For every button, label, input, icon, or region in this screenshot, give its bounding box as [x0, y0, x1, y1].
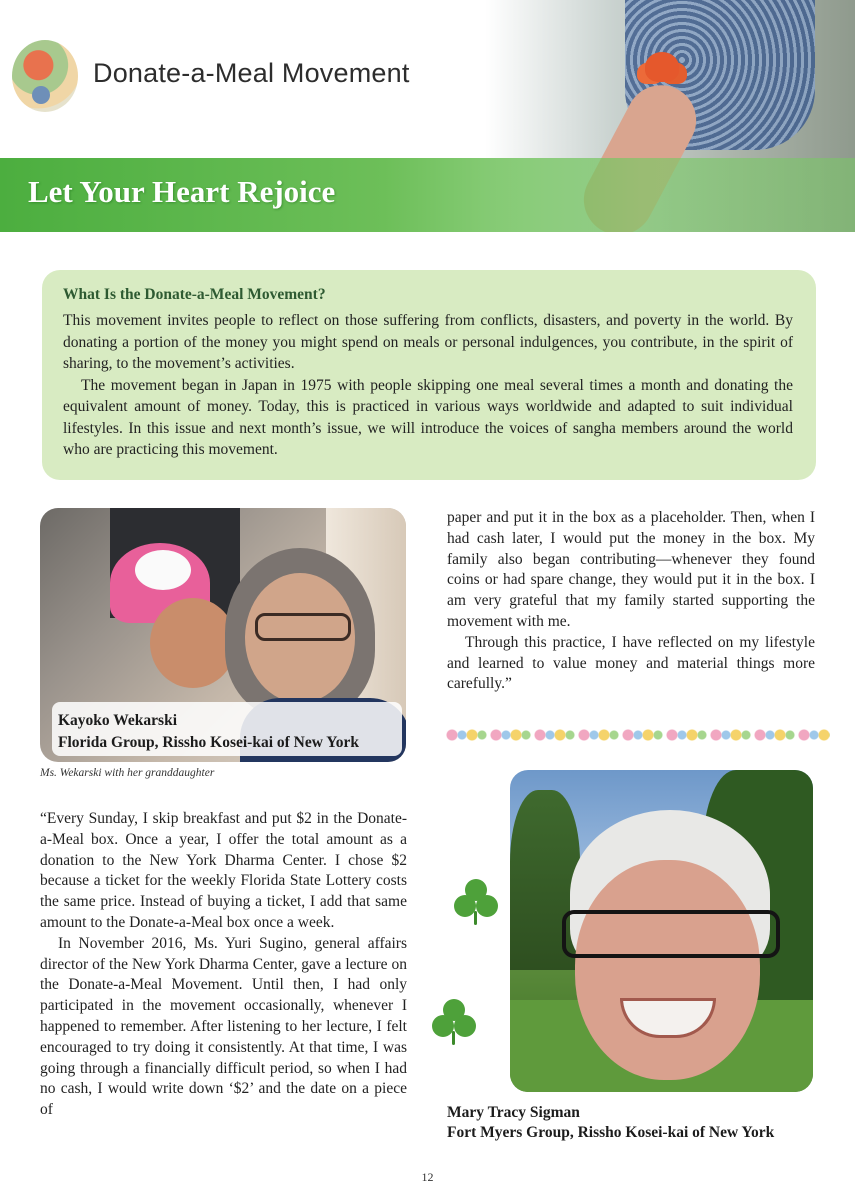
- section-brand: Donate-a-Meal Movement: [93, 58, 410, 88]
- intro-paragraph: The movement began in Japan in 1975 with people skipping one meal several times a month and donating the equivalent amount of money. Today, this is practiced in various ways worldwide and adapted to suit individual lifestyles. In this issue and next month’s issue, we will introduce the voices of sangha members around the world who are practicing this movement.: [63, 376, 793, 458]
- movement-logo-icon: [12, 40, 78, 112]
- profile2-name: Mary Tracy Sigman: [447, 1104, 580, 1121]
- intro-body: [63, 310, 793, 461]
- clover-icon: [452, 877, 500, 925]
- intro-heading: What Is the Donate-a-Meal Movement?: [63, 286, 326, 303]
- article-paragraph: “Every Sunday, I skip breakfast and put $2 in the Donate-a-Meal box. Once a year, I offer the total amount as a donation to the New York Dharma Center. I chose $2 because a ticket for the weekly Florida State Lottery costs the same price. Instead of buying a ticket, I add that same amount to the Donate-a-Meal box once a week.: [40, 810, 407, 931]
- page-title: Let Your Heart Rejoice: [28, 174, 336, 209]
- profile1-name: Kayoko Wekarski: [58, 712, 178, 729]
- article-paragraph: Through this practice, I have reflected on my lifestyle and learned to value money and material things more carefully.”: [447, 633, 815, 693]
- article-paragraph: paper and put it in the box as a placeholder. Then, when I had cash later, I would put the money in the box. My family also began contributing—whenever they found coins or had spare change, they would put it in the box. I am very grateful that my family started supporting the movement with me.: [447, 509, 815, 630]
- photo-glasses: [255, 613, 351, 641]
- article-left-column: [40, 809, 407, 1121]
- photo-face: [575, 860, 760, 1080]
- article-right-column: [447, 508, 815, 695]
- profile2-group: Fort Myers Group, Rissho Kosei-kai of New York: [447, 1124, 775, 1141]
- article-paragraph: In November 2016, Ms. Yuri Sugino, general affairs director of the New York Dharma Center, gave a lecture on the Donate-a-Meal Movement. Until then, I had only participated in the movement occasionally, whenever I happened to remember. After listening to her lecture, I felt encouraged to try doing it consistently. At that time, I was going through a financially difficult period, so when I had no cash, I would write down ‘$2’ and the date on a piece of: [40, 934, 407, 1119]
- flower-icon: [645, 52, 679, 82]
- clover-icon: [430, 997, 478, 1045]
- profile1-group: Florida Group, Rissho Kosei-kai of New York: [58, 734, 359, 751]
- decorative-divider: [446, 727, 830, 743]
- photo-glasses: [562, 910, 780, 958]
- page-header: [0, 0, 855, 232]
- photo-mary-tracy-sigman: [510, 770, 813, 1092]
- photo1-caption: Ms. Wekarski with her granddaughter: [40, 767, 215, 779]
- photo-hat-character: [135, 550, 191, 590]
- page-number: 12: [421, 1170, 434, 1184]
- photo-child-face: [150, 598, 236, 688]
- intro-paragraph: This movement invites people to reflect on those suffering from conflicts, disasters, and poverty in the world. By donating a portion of the money you might spend on meals or personal indulgences, you contribute, in the spirit of sharing, to the movement’s activities.: [63, 312, 793, 372]
